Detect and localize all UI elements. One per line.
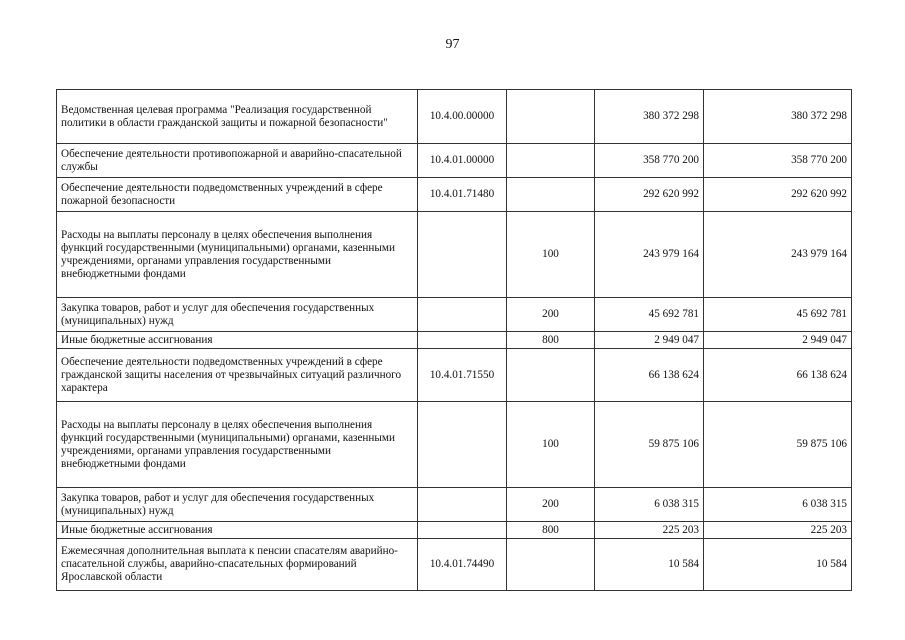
row-amount-2: 10 584 (704, 539, 852, 591)
row-expense-type: 800 (507, 332, 595, 349)
budget-table (56, 89, 852, 591)
row-expense-type: 200 (507, 298, 595, 332)
row-name: Иные бюджетные ассигнования (57, 522, 418, 539)
row-amount-1: 45 692 781 (595, 298, 704, 332)
row-amount-1: 6 038 315 (595, 488, 704, 522)
row-target-code (418, 402, 507, 488)
table-row (57, 212, 852, 298)
row-name: Расходы на выплаты персоналу в целях обеспечения выполнения функций государственными (муниципальными) органами, казенными учреждениями, органами управления государственными внебюджетными фондами (57, 212, 418, 298)
row-amount-1: 66 138 624 (595, 349, 704, 402)
row-amount-1: 292 620 992 (595, 178, 704, 212)
table-row (57, 332, 852, 349)
row-target-code: 10.4.01.71550 (418, 349, 507, 402)
row-amount-2: 225 203 (704, 522, 852, 539)
table-row (57, 522, 852, 539)
page-number: 97 (445, 37, 460, 52)
table-row (57, 349, 852, 402)
row-name: Иные бюджетные ассигнования (57, 332, 418, 349)
row-target-code: 10.4.01.74490 (418, 539, 507, 591)
row-amount-2: 292 620 992 (704, 178, 852, 212)
row-name: Расходы на выплаты персоналу в целях обеспечения выполнения функций государственными (муниципальными) органами, казенными учреждениями, органами управления государственными внебюджетными фондами (57, 402, 418, 488)
row-amount-1: 380 372 298 (595, 90, 704, 144)
row-amount-1: 2 949 047 (595, 332, 704, 349)
row-name: Обеспечение деятельности противопожарной и аварийно-спасательной службы (57, 144, 418, 178)
row-amount-2: 243 979 164 (704, 212, 852, 298)
row-amount-1: 358 770 200 (595, 144, 704, 178)
table-row (57, 178, 852, 212)
row-amount-1: 59 875 106 (595, 402, 704, 488)
row-amount-1: 10 584 (595, 539, 704, 591)
row-name: Закупка товаров, работ и услуг для обеспечения государственных (муниципальных) нужд (57, 488, 418, 522)
table-row (57, 298, 852, 332)
row-name: Ежемесячная дополнительная выплата к пенсии спасателям аварийно-спасательной службы, аварийно-спасательных формирований Ярославской области (57, 539, 418, 591)
row-amount-2: 6 038 315 (704, 488, 852, 522)
row-amount-2: 358 770 200 (704, 144, 852, 178)
row-expense-type: 200 (507, 488, 595, 522)
row-target-code (418, 298, 507, 332)
row-target-code (418, 332, 507, 349)
row-expense-type: 100 (507, 402, 595, 488)
row-amount-1: 225 203 (595, 522, 704, 539)
row-name: Обеспечение деятельности подведомственных учреждений в сфере гражданской защиты населения от чрезвычайных ситуаций различного характера (57, 349, 418, 402)
row-expense-type (507, 178, 595, 212)
row-expense-type (507, 349, 595, 402)
row-name: Обеспечение деятельности подведомственных учреждений в сфере пожарной безопасности (57, 178, 418, 212)
table-row (57, 90, 852, 144)
row-target-code: 10.4.01.00000 (418, 144, 507, 178)
row-name: Закупка товаров, работ и услуг для обеспечения государственных (муниципальных) нужд (57, 298, 418, 332)
row-amount-2: 45 692 781 (704, 298, 852, 332)
row-target-code: 10.4.00.00000 (418, 90, 507, 144)
row-target-code (418, 212, 507, 298)
table-row (57, 144, 852, 178)
row-expense-type: 800 (507, 522, 595, 539)
row-target-code (418, 488, 507, 522)
row-amount-2: 2 949 047 (704, 332, 852, 349)
row-name: Ведомственная целевая программа "Реализация государственной политики в области гражданской защиты и пожарной безопасности" (57, 90, 418, 144)
row-target-code (418, 522, 507, 539)
row-expense-type: 100 (507, 212, 595, 298)
table-row (57, 488, 852, 522)
row-target-code: 10.4.01.71480 (418, 178, 507, 212)
row-amount-2: 66 138 624 (704, 349, 852, 402)
row-amount-1: 243 979 164 (595, 212, 704, 298)
row-amount-2: 380 372 298 (704, 90, 852, 144)
row-expense-type (507, 90, 595, 144)
row-expense-type (507, 144, 595, 178)
table-row (57, 539, 852, 591)
row-expense-type (507, 539, 595, 591)
row-amount-2: 59 875 106 (704, 402, 852, 488)
table-row (57, 402, 852, 488)
